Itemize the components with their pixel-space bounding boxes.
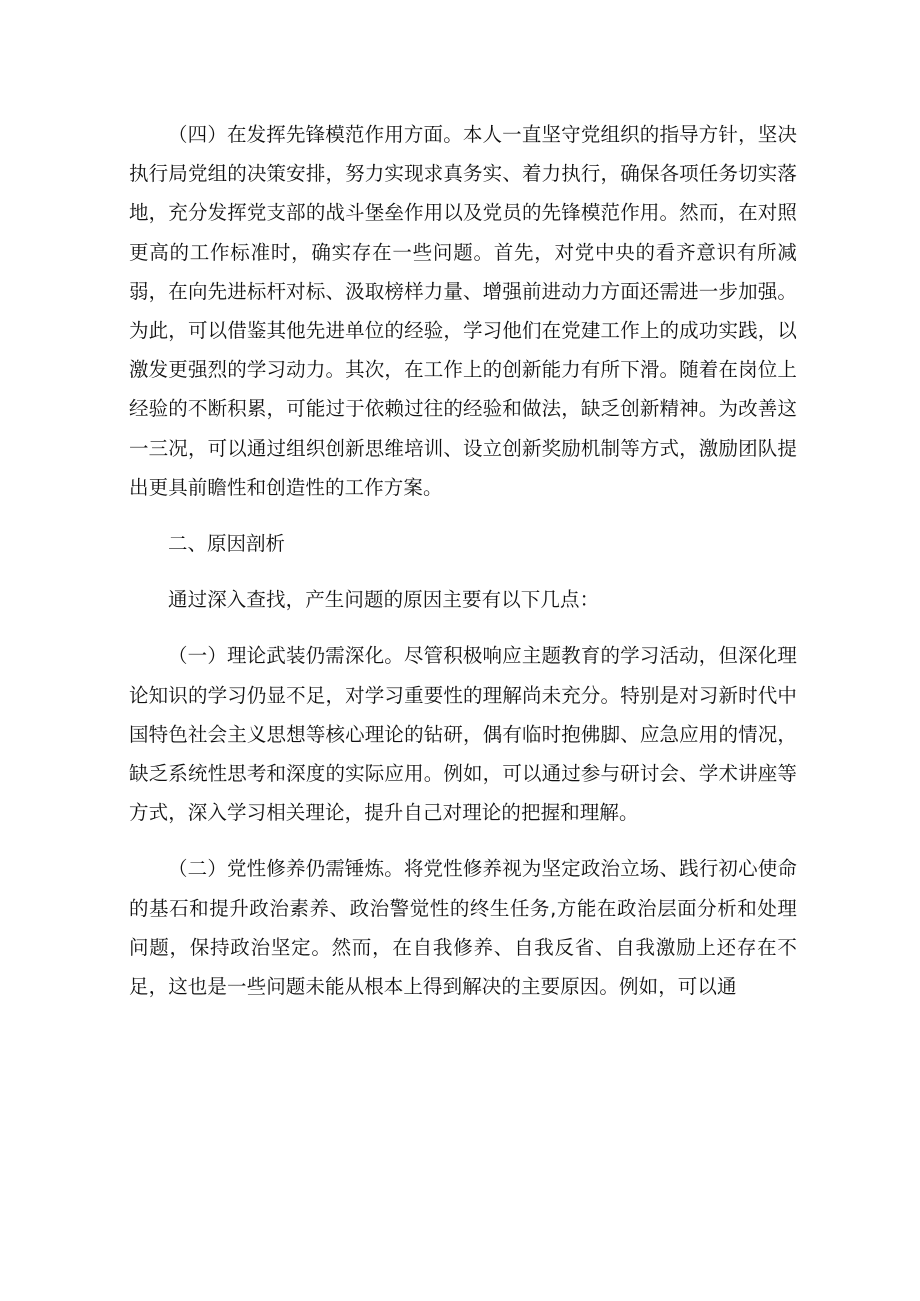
paragraph-spacer xyxy=(129,832,797,849)
paragraph-party-spirit: （二）党性修养仍需锤炼。将党性修养视为坚定政治立场、践行初心使命的基石和提升政治素养、政治警觉性的终生任务,方能在政治层面分析和处理问题，保持政治坚定。然而，在自我修养、自我反省、自我激励上还存在不足，这也是一些问题未能从根本上得到解决的主要原因。例如，可以通 xyxy=(129,857,797,999)
paragraph-spacer xyxy=(129,563,797,580)
document-body xyxy=(129,115,797,1006)
paragraph-spacer xyxy=(129,507,797,524)
section-heading-cause-analysis: 二、原因剖析 xyxy=(168,532,286,556)
paragraph-pioneer-role: （四）在发挥先锋模范作用方面。本人一直坚守党组织的指导方针，坚决执行局党组的决策安排，努力实现求真务实、着力执行，确保各项任务切实落地，充分发挥党支部的战斗堡垒作用以及党员的先锋模范作用。然而，在对照更高的工作标准时，确实存在一些问题。首先，对党中央的看齐意识有所减弱，在向先进标杆对标、汲取榜样力量、增强前进动力方面还需进一步加强。为此，可以借鉴其他先进单位的经验，学习他们在党建工作上的成功实践，以激发更强烈的学习动力。其次，在工作上的创新能力有所下滑。随着在岗位上经验的不断积累，可能过于依赖过往的经验和做法，缺乏创新精神。为改善这一三况，可以通过组织创新思维培训、设立创新奖励机制等方式，激励团队提出更具前瞻性和创造性的工作方案。 xyxy=(129,123,797,499)
paragraph-spacer xyxy=(129,619,797,636)
paragraph-theory-armament: （一）理论武装仍需深化。尽管积极响应主题教育的学习活动，但深化理论知识的学习仍显不足，对学习重要性的理解尚未充分。特别是对习新时代中国特色社会主义思想等核心理论的钻研，偶有临时抱佛脚、应急应用的情况，缺乏系统性思考和深度的实际应用。例如，可以通过参与研讨会、学术讲座等方式，深入学习相关理论，提升自己对理论的把握和理解。 xyxy=(129,644,797,825)
intro-sentence: 通过深入查找，产生问题的原因主要有以下几点： xyxy=(168,588,600,612)
